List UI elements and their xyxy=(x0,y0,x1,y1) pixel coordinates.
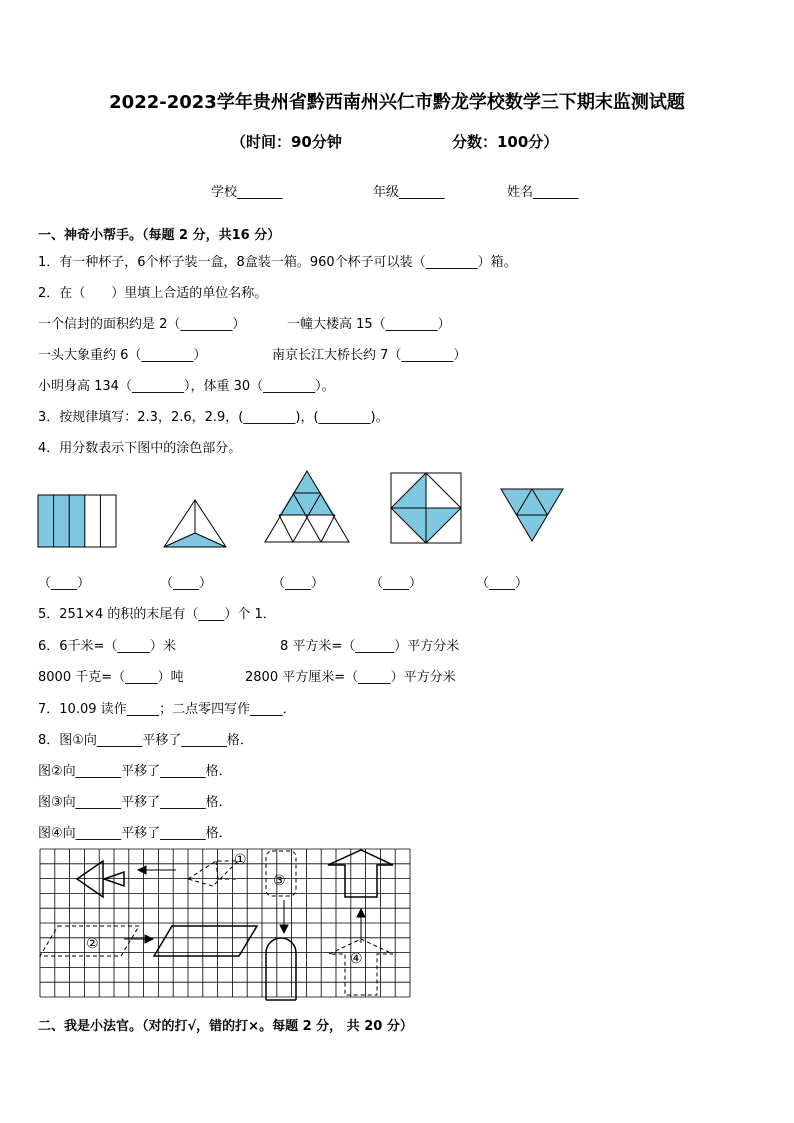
question-2a: 一个信封的面积约是 2（________） xyxy=(38,317,246,332)
answer-blank-4[interactable]: （____） xyxy=(370,576,423,591)
grade-field: 年级_______ xyxy=(373,185,445,200)
exam-time: （时间：90分钟 xyxy=(231,133,342,151)
question-8a: 8．图①向_______平移了_______格． xyxy=(38,733,253,748)
grid-lines xyxy=(40,849,410,997)
move-arrow-3 xyxy=(280,900,288,933)
grid-label-4: ④ xyxy=(350,951,363,967)
school-field: 学校_______ xyxy=(211,185,283,200)
answer-blank-1[interactable]: （____） xyxy=(38,576,91,591)
answer-blank-5[interactable]: （____） xyxy=(476,576,529,591)
fraction-figures xyxy=(0,465,794,555)
exam-score: 分数：100分） xyxy=(452,133,559,151)
question-7: 7．10.09 读作_____；二点零四写作_____． xyxy=(38,702,296,717)
question-3: 3．按规律填写：2.3，2.6，2.9，(________)，(________)。 xyxy=(38,410,389,425)
question-4: 4．用分数表示下图中的涂色部分。 xyxy=(38,441,242,456)
question-8c: 图③向_______平移了_______格． xyxy=(38,795,232,810)
question-2b: 一幢大楼高 15（________） xyxy=(287,317,451,332)
move-arrow-1 xyxy=(138,866,176,874)
figure-triangle-ninths xyxy=(265,471,349,542)
answer-blank-3[interactable]: （____） xyxy=(272,576,325,591)
question-2: 2．在（ ）里填上合适的单位名称。 xyxy=(38,286,268,301)
answer-blank-2[interactable]: （____） xyxy=(160,576,213,591)
shape-1-dashed xyxy=(188,861,238,886)
figure-triangle-thirds xyxy=(164,500,226,547)
question-6d: 2800 平方厘米=（_____）平方分米 xyxy=(245,670,456,685)
shape-4-solid xyxy=(328,850,393,897)
question-2d: 南京长江大桥长约 7（________） xyxy=(272,348,467,363)
question-6a: 6．6千米=（_____）米 xyxy=(38,639,176,654)
question-1: 1．有一种杯子，6个杯子装一盒，8盒装一箱。960个杯子可以装（________）箱。 xyxy=(38,255,517,270)
grid-label-1: ① xyxy=(234,852,247,868)
section1-heading: 一、神奇小帮手。（每题 2 分，共16 分） xyxy=(38,228,281,243)
section2-heading: 二、我是小法官。（对的打√，错的打×。每题 2 分， 共 20 分） xyxy=(38,1019,413,1034)
translation-grid xyxy=(0,845,794,1005)
exam-title: 2022-2023学年贵州省黔西南州兴仁市黔龙学校数学三下期末监测试题 xyxy=(109,92,685,113)
shape-2-solid xyxy=(154,926,257,956)
grid-label-3: ③ xyxy=(273,873,286,889)
name-field: 姓名_______ xyxy=(507,185,579,200)
grid-label-2: ② xyxy=(86,936,99,952)
figure-inverted-triangle xyxy=(501,489,563,541)
figure-square-diamond xyxy=(391,473,461,543)
move-arrow-2 xyxy=(124,935,153,943)
question-8b: 图②向_______平移了_______格． xyxy=(38,764,232,779)
question-2c: 一头大象重约 6（________） xyxy=(38,348,207,363)
question-8d: 图④向_______平移了_______格． xyxy=(38,826,232,841)
question-2e: 小明身高 134（________），体重 30（________）。 xyxy=(38,379,335,394)
question-6b: 8 平方米=（______）平方分米 xyxy=(280,639,460,654)
question-6c: 8000 千克=（_____）吨 xyxy=(38,670,184,685)
question-5: 5．251×4 的积的末尾有（____）个 1． xyxy=(38,607,276,622)
figure-rectangle-strips xyxy=(38,495,116,547)
